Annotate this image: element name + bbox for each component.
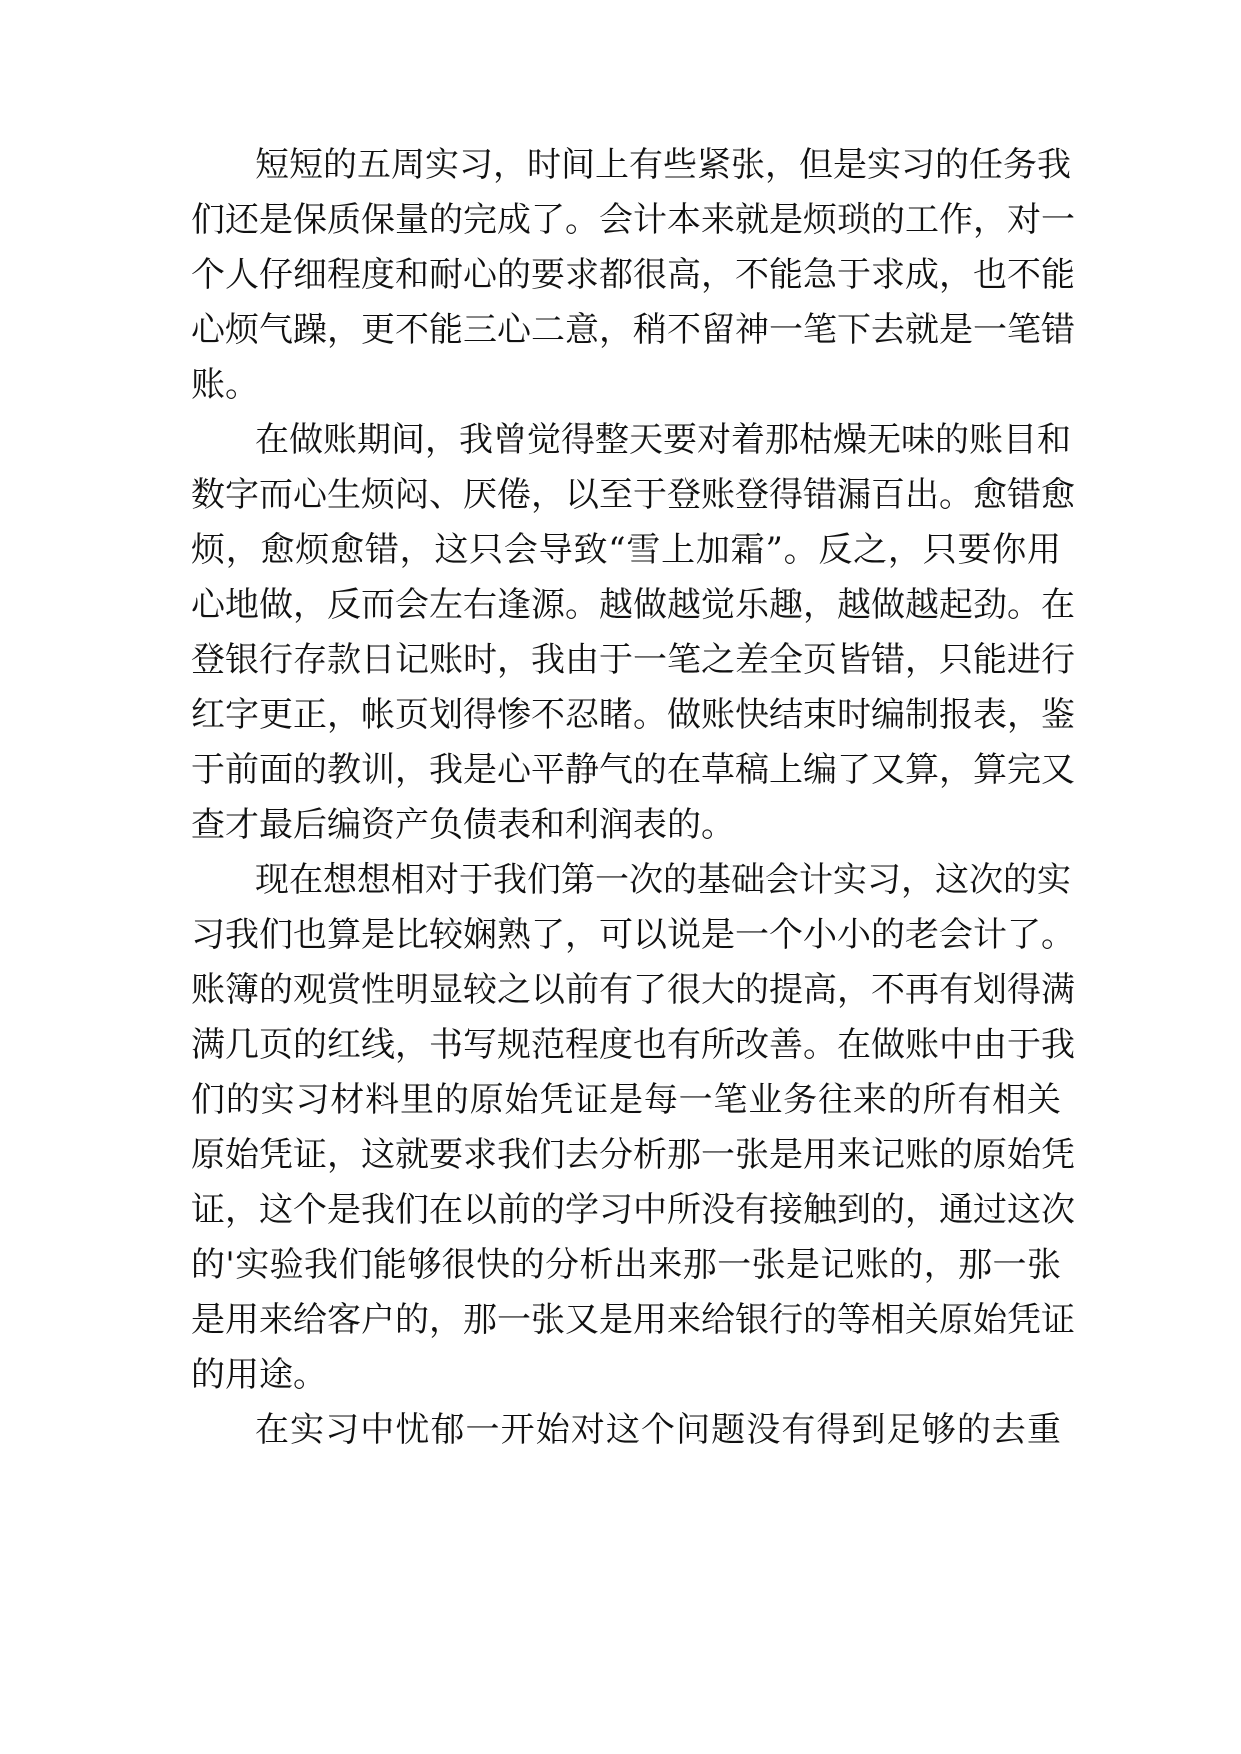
paragraph-3-line-4: 满几页的红线，书写规范程度也有所改善。在做账中由于我: [191, 1025, 1075, 1065]
paragraph-2-line-6: 红字更正，帐页划得惨不忍睹。做账快结束时编制报表，鉴: [191, 695, 1075, 735]
paragraph-3-line-7: 证，这个是我们在以前的学习中所没有接触到的，通过这次: [191, 1190, 1075, 1230]
paragraph-2-line-7: 于前面的教训，我是心平静气的在草稿上编了又算，算完又: [191, 750, 1075, 790]
paragraph-3-line-2: 习我们也算是比较娴熟了，可以说是一个小小的老会计了。: [191, 915, 1075, 955]
paragraph-2-line-2: 数字而心生烦闷、厌倦，以至于登账登得错漏百出。愈错愈: [191, 475, 1075, 515]
paragraph-2-line-3: 烦，愈烦愈错，这只会导致“雪上加霜”。反之，只要你用: [191, 530, 1061, 570]
paragraph-2-line-4: 心地做，反而会左右逢源。越做越觉乐趣，越做越起劲。在: [191, 585, 1075, 625]
paragraph-3-line-6: 原始凭证，这就要求我们去分析那一张是用来记账的原始凭: [191, 1135, 1075, 1175]
paragraph-1-line-2: 们还是保质保量的完成了。会计本来就是烦琐的工作，对一: [191, 200, 1075, 240]
paragraph-1-line-5: 账。: [191, 365, 259, 405]
paragraph-1-line-4: 心烦气躁，更不能三心二意，稍不留神一笔下去就是一笔错: [191, 310, 1075, 350]
paragraph-3-line-5: 们的实习材料里的原始凭证是每一笔业务往来的所有相关: [191, 1080, 1061, 1120]
paragraph-3-line-10: 的用途。: [191, 1355, 327, 1395]
paragraph-2-line-5: 登银行存款日记账时，我由于一笔之差全页皆错，只能进行: [191, 640, 1075, 680]
paragraph-4-line-1: 在实习中忧郁一开始对这个问题没有得到足够的去重: [255, 1410, 1061, 1450]
paragraph-1-line-3: 个人仔细程度和耐心的要求都很高，不能急于求成，也不能: [191, 255, 1075, 295]
paragraph-3-line-8: 的'实验我们能够很快的分析出来那一张是记账的，那一张: [191, 1245, 1061, 1285]
paragraph-2-line-1: 在做账期间，我曾觉得整天要对着那枯燥无味的账目和: [255, 420, 1071, 460]
paragraph-3-line-3: 账簿的观赏性明显较之以前有了很大的提高，不再有划得满: [191, 970, 1075, 1010]
paragraph-2-line-8: 查才最后编资产负债表和利润表的。: [191, 805, 735, 845]
paragraph-3-line-9: 是用来给客户的，那一张又是用来给银行的等相关原始凭证: [191, 1300, 1075, 1340]
paragraph-1-line-1: 短短的五周实习，时间上有些紧张，但是实习的任务我: [255, 145, 1071, 185]
paragraph-3-line-1: 现在想想相对于我们第一次的基础会计实习，这次的实: [255, 860, 1071, 900]
